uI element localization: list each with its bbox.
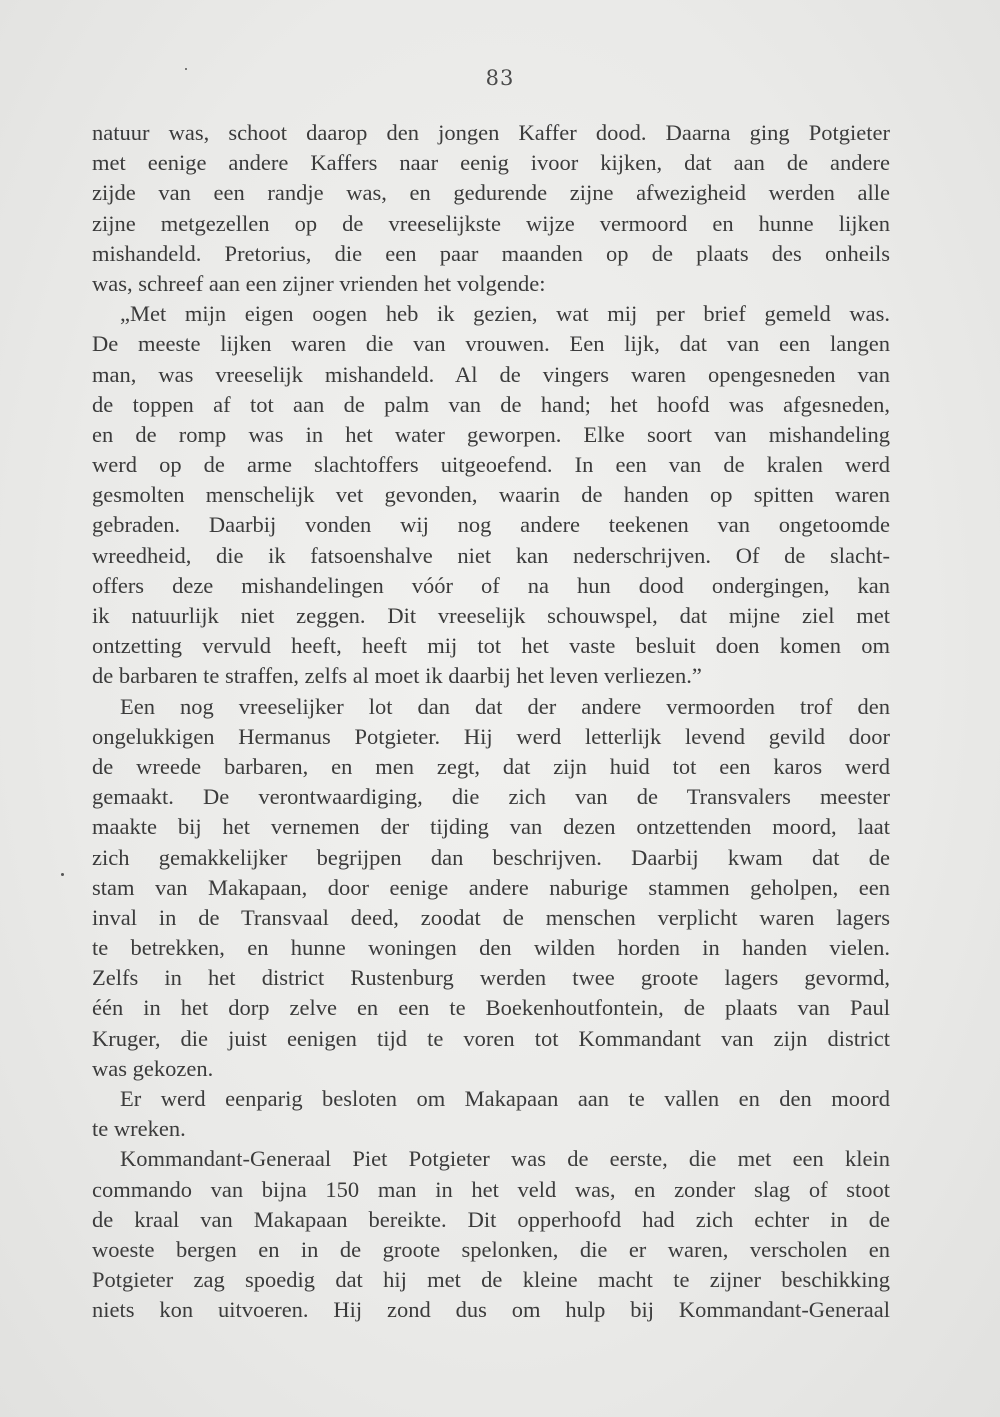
- text-line: woeste bergen en in de groote spelonken, die er waren, verscholen en: [92, 1236, 890, 1262]
- text-line: de kraal van Makapaan bereikte. Dit opperhoofd had zich echter in de: [92, 1206, 890, 1232]
- text-line: niets kon uitvoeren. Hij zond dus om hulp bij Kommandant-Generaal: [92, 1297, 890, 1323]
- body-text: [92, 118, 890, 1326]
- text-line: ontzetting vervuld heeft, heeft mij tot het vaste besluit doen komen om: [92, 633, 890, 659]
- text-line: zich gemakkelijker begrijpen dan beschrijven. Daarbij kwam dat de: [92, 844, 890, 870]
- text-line: zijne metgezellen op de vreeselijkste wijze vermoord en hunne lijken: [92, 210, 890, 236]
- text-line: en de romp was in het water geworpen. Elke soort van mishandeling: [92, 421, 890, 447]
- paper-speck: [185, 68, 187, 70]
- page-number: 83: [485, 66, 515, 90]
- text-line: natuur was, schoot daarop den jongen Kaffer dood. Daarna ging Potgieter: [92, 120, 890, 145]
- text-line: man, was vreeselijk mishandeld. Al de vingers waren opengesneden van: [92, 361, 890, 387]
- text-line: Zelfs in het district Rustenburg werden twee groote lagers gevormd,: [92, 965, 890, 991]
- text-line: Potgieter zag spoedig dat hij met de kleine macht te zijner beschikking: [92, 1267, 890, 1293]
- text-line: Kruger, die juist eenigen tijd te voren tot Kommandant van zijn district: [92, 1025, 890, 1051]
- text-line: stam van Makapaan, door eenige andere naburige stammen geholpen, een: [92, 874, 890, 900]
- text-line: gemaakt. De verontwaardiging, die zich van de Transvalers meester: [92, 784, 890, 810]
- text-line: De meeste lijken waren die van vrouwen. Een lijk, dat van een langen: [92, 331, 890, 357]
- text-line: Een nog vreeselijker lot dan dat der andere vermoorden trof den: [120, 693, 890, 719]
- text-line: was, schreef aan een zijner vrienden het volgende:: [92, 270, 546, 296]
- text-line: was gekozen.: [92, 1055, 214, 1081]
- text-line: te wreken.: [92, 1116, 186, 1142]
- text-line: offers deze mishandelingen vóór of na hun dood ondergingen, kan: [92, 572, 890, 598]
- text-line: de barbaren te straffen, zelfs al moet ik daarbij het leven verliezen.”: [92, 663, 702, 689]
- text-line: Er werd eenparig besloten om Makapaan aan te vallen en den moord: [120, 1086, 890, 1111]
- text-line: de wreede barbaren, en men zegt, dat zijn huid tot een karos werd: [92, 753, 890, 779]
- text-line: „Met mijn eigen oogen heb ik gezien, wat mij per brief gemeld was.: [120, 301, 890, 327]
- text-line: wreedheid, die ik fatsoenshalve niet kan nederschrijven. Of de slacht-: [92, 542, 890, 568]
- text-line: ongelukkigen Hermanus Potgieter. Hij werd letterlijk levend gevild door: [92, 723, 890, 749]
- text-line: commando van bijna 150 man in het veld was, en zonder slag of stoot: [92, 1176, 890, 1202]
- text-line: gesmolten menschelijk vet gevonden, waarin de handen op spitten waren: [92, 482, 890, 508]
- text-line: één in het dorp zelve en een te Boekenhoutfontein, de plaats van Paul: [92, 995, 890, 1021]
- text-line: inval in de Transvaal deed, zoodat de menschen verplicht waren lagers: [92, 904, 890, 930]
- text-line: de toppen af tot aan de palm van de hand; het hoofd was afgesneden,: [92, 391, 890, 417]
- text-line: te betrekken, en hunne woningen den wilden horden in handen vielen.: [92, 935, 890, 961]
- text-line: met eenige andere Kaffers naar eenig ivoor kijken, dat aan de andere: [92, 150, 890, 176]
- text-line: zijde van een randje was, en gedurende zijne afwezigheid werden alle: [92, 180, 890, 206]
- paper-speck: [61, 873, 64, 876]
- text-line: Kommandant-Generaal Piet Potgieter was de eerste, die met een klein: [120, 1146, 890, 1172]
- text-line: werd op de arme slachtoffers uitgeoefend. In een van de kralen werd: [92, 452, 890, 478]
- text-line: ik natuurlijk niet zeggen. Dit vreeselijk schouwspel, dat mijne ziel met: [92, 603, 890, 628]
- text-line: maakte bij het vernemen der tijding van dezen ontzettenden moord, laat: [92, 814, 890, 840]
- text-line: mishandeld. Pretorius, die een paar maanden op de plaats des onheils: [92, 240, 890, 266]
- text-line: gebraden. Daarbij vonden wij nog andere teekenen van ongetoomde: [92, 512, 890, 538]
